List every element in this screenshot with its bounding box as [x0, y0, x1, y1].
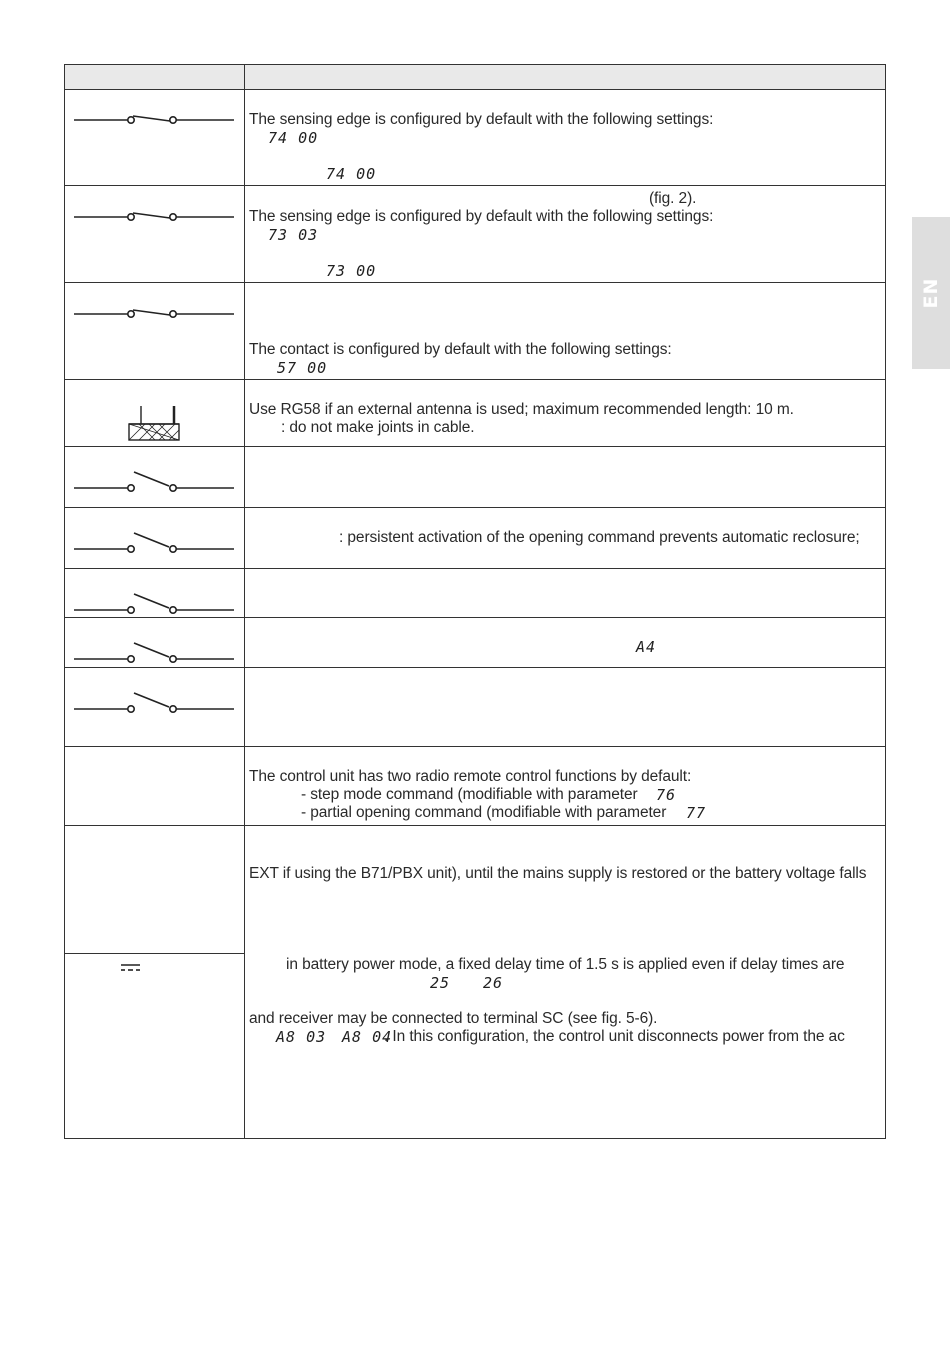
- normally-closed-contact-icon: [70, 205, 240, 227]
- row-divider: [64, 825, 886, 826]
- normally-closed-contact-icon: [70, 302, 240, 324]
- row4-note: : do not make joints in cable.: [281, 419, 475, 436]
- table-column-divider: [244, 64, 245, 1139]
- row4-text: Use RG58 if an external antenna is used; maximum recommended length: 10 m.: [249, 401, 794, 418]
- antenna-icon: [126, 402, 184, 444]
- row-divider: [64, 185, 886, 186]
- normally-open-contact-icon: [70, 687, 240, 717]
- table-border-right: [885, 64, 886, 1139]
- normally-open-contact-icon: [70, 466, 240, 496]
- row10-step-mode: - step mode command (modifiable with parameter: [301, 786, 638, 803]
- row3-param-value: 57 00: [277, 359, 328, 377]
- language-tab-label: EN: [920, 277, 942, 309]
- row10-param-77: 77: [686, 804, 707, 822]
- row8-param: A4: [636, 638, 657, 656]
- row11-param-26: 26: [483, 974, 504, 992]
- table-header: [65, 65, 885, 89]
- row1-param-default: 74 00: [326, 165, 377, 183]
- row11-param-a803: A8 03: [276, 1028, 327, 1046]
- row-divider: [64, 282, 886, 283]
- row6-text: : persistent activation of the opening command prevents automatic reclosure;: [339, 529, 860, 546]
- normally-closed-contact-icon: [70, 108, 240, 130]
- table-border-top: [64, 64, 886, 65]
- row1-param-value: 74 00: [268, 129, 319, 147]
- row-divider: [64, 89, 886, 90]
- row10-param-76: 76: [656, 786, 677, 804]
- row-divider-left: [64, 953, 245, 954]
- row10-text: The control unit has two radio remote control functions by default:: [249, 768, 692, 785]
- row-divider: [64, 507, 886, 508]
- row2-param-value: 73 03: [268, 226, 319, 244]
- row10-partial-opening: - partial opening command (modifiable with parameter: [301, 804, 667, 821]
- row11-battery-note: in battery power mode, a fixed delay time of 1.5 s is applied even if delay times are: [286, 956, 845, 973]
- dc-power-icon: [118, 962, 144, 974]
- normally-open-contact-icon: [70, 637, 240, 667]
- row11-param-25: 25: [430, 974, 451, 992]
- row3-text: The contact is configured by default with the following settings:: [249, 341, 672, 358]
- row1-text: The sensing edge is configured by default with the following settings:: [249, 111, 714, 128]
- row11-receiver-note: and receiver may be connected to terminal SC (see fig. 5-6).: [249, 1010, 658, 1027]
- row2-text: The sensing edge is configured by default with the following settings:: [249, 208, 714, 225]
- row-divider: [64, 568, 886, 569]
- row2-fig-ref: (fig. 2).: [649, 190, 697, 207]
- row11-text: EXT if using the B71/PBX unit), until the mains supply is restored or the battery voltage falls: [249, 865, 867, 882]
- language-tab: [912, 217, 950, 369]
- row11-config-note: . In this configuration, the control unit disconnects power from the ac: [384, 1028, 845, 1045]
- row-divider: [64, 667, 886, 668]
- row-divider: [64, 446, 886, 447]
- row2-param-default: 73 00: [326, 262, 377, 280]
- row11-param-a804: A8 04: [342, 1028, 393, 1046]
- table-border-left: [64, 64, 65, 1139]
- table-border-bottom: [64, 1138, 886, 1139]
- row-divider: [64, 746, 886, 747]
- row-divider: [64, 379, 886, 380]
- normally-open-contact-icon: [70, 588, 240, 618]
- normally-open-contact-icon: [70, 527, 240, 557]
